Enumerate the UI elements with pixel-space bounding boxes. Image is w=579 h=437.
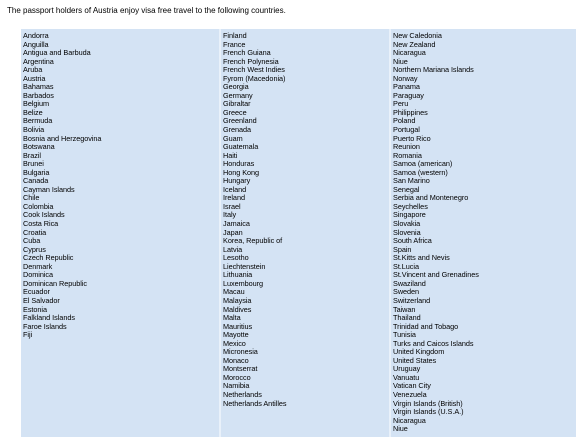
country-item: Austria <box>23 73 46 83</box>
country-item: Spain <box>393 244 412 254</box>
country-item: Belgium <box>23 99 50 109</box>
country-item: Venezuela <box>393 389 427 399</box>
country-item: Bolivia <box>23 125 45 135</box>
country-item: Greenland <box>223 116 257 126</box>
country-item: Denmark <box>23 261 53 271</box>
country-item: Mexico <box>223 338 246 348</box>
country-item: New Zealand <box>393 39 436 49</box>
country-item: Aruba <box>23 65 43 75</box>
country-item: Korea, Republic of <box>223 236 283 246</box>
country-item: Iceland <box>223 184 247 194</box>
country-item: Argentina <box>23 56 54 66</box>
country-item: Portugal <box>393 125 420 135</box>
country-item: Thailand <box>393 313 421 323</box>
country-item: Malta <box>223 313 241 323</box>
country-item: St.Vincent and Grenadines <box>393 270 479 280</box>
country-item: Georgia <box>223 82 249 92</box>
country-column-3 <box>391 29 576 437</box>
country-item: Sweden <box>393 287 420 297</box>
country-item: Virgin Islands (U.S.A.) <box>393 407 464 417</box>
country-item: Namibia <box>223 381 250 391</box>
country-item: Haiti <box>223 150 238 160</box>
country-item: Northern Mariana Islands <box>393 65 474 75</box>
country-item: Honduras <box>223 159 255 169</box>
country-item: Croatia <box>23 227 47 237</box>
country-item: Niue <box>393 424 408 434</box>
country-item: Singapore <box>393 210 426 220</box>
country-item: Mayotte <box>223 330 249 340</box>
country-item: Malaysia <box>223 295 252 305</box>
country-item: Uruguay <box>393 364 421 374</box>
country-item: Finland <box>223 31 247 40</box>
country-item: Lesotho <box>223 253 249 263</box>
country-item: France <box>223 39 246 49</box>
country-item: Nicaragua <box>393 415 426 425</box>
country-item: Guam <box>223 133 243 143</box>
country-item: Estonia <box>23 304 47 314</box>
country-item: Virgin Islands (British) <box>393 398 463 408</box>
country-item: Latvia <box>223 244 243 254</box>
country-item: Ecuador <box>23 287 50 297</box>
country-column-1 <box>21 29 219 437</box>
country-item: Peru <box>393 99 409 109</box>
country-item: El Salvador <box>23 295 60 305</box>
country-item: Poland <box>393 116 416 126</box>
country-item: Czech Republic <box>23 253 74 263</box>
country-item: Canada <box>23 176 49 186</box>
country-item: Bosnia and Herzegovina <box>23 133 102 143</box>
country-item: Botswana <box>23 142 55 152</box>
country-item: Norway <box>393 73 418 83</box>
country-item: Slovenia <box>393 227 421 237</box>
country-item: Puerto Rico <box>393 133 431 143</box>
country-item: Niue <box>393 56 408 66</box>
country-item: Costa Rica <box>23 219 59 229</box>
country-item: Antigua and Barbuda <box>23 48 91 58</box>
country-item: Cayman Islands <box>23 184 75 194</box>
country-item: Netherlands <box>223 389 262 399</box>
country-column-2 <box>221 29 389 437</box>
country-item: Belize <box>23 107 43 117</box>
country-item: French West Indies <box>223 65 285 75</box>
country-item: Cook Islands <box>23 210 65 220</box>
country-item: Japan <box>223 227 243 237</box>
country-item: Dominican Republic <box>23 278 87 288</box>
country-item: Israel <box>223 201 241 211</box>
country-item: St.Lucia <box>393 261 419 271</box>
country-item: Montserrat <box>223 364 258 374</box>
country-item: Hungary <box>223 176 251 186</box>
country-item: Barbados <box>23 90 54 100</box>
country-item: Lithuania <box>223 270 253 280</box>
country-item: Monaco <box>223 355 249 365</box>
country-item: Anguilla <box>23 39 49 49</box>
country-item: St.Kitts and Nevis <box>393 253 450 263</box>
country-item: Slovakia <box>393 219 421 229</box>
country-item: Morocco <box>223 372 251 382</box>
country-list-1 <box>23 32 219 340</box>
country-item: Luxembourg <box>223 278 264 288</box>
country-item: Reunion <box>393 142 420 152</box>
country-item: South Africa <box>393 236 432 246</box>
country-item: New Caledonia <box>393 31 442 40</box>
country-item: Hong Kong <box>223 167 260 177</box>
country-item: Turks and Caicos Islands <box>393 338 474 348</box>
country-item: Serbia and Montenegro <box>393 193 469 203</box>
country-item: Gibraltar <box>223 99 251 109</box>
country-item: Cyprus <box>23 244 46 254</box>
country-item: French Guiana <box>223 48 271 58</box>
country-item: Bahamas <box>23 82 54 92</box>
country-item: Vatican City <box>393 381 431 391</box>
country-item: Netherlands Antilles <box>223 398 287 408</box>
country-item: Samoa (western) <box>393 167 448 177</box>
country-item: Italy <box>223 210 237 220</box>
country-item: Panama <box>393 82 420 92</box>
country-item: United States <box>393 355 437 365</box>
country-item: Senegal <box>393 184 420 194</box>
country-item: Cuba <box>23 236 41 246</box>
country-item: United Kingdom <box>393 347 445 357</box>
country-item: Brazil <box>23 150 41 160</box>
country-item: Tunisia <box>393 330 416 340</box>
country-item: Fiji <box>23 330 33 340</box>
country-item: Swaziland <box>393 278 426 288</box>
country-item: Liechtenstein <box>223 261 266 271</box>
country-item: Switzerland <box>393 295 431 305</box>
country-item: Micronesia <box>223 347 258 357</box>
country-item: Paraguay <box>393 90 424 100</box>
country-table <box>21 29 576 437</box>
country-item: Jamaica <box>223 219 250 229</box>
country-item: French Polynesia <box>223 56 279 66</box>
country-item: Faroe Islands <box>23 321 67 331</box>
country-item: Vanuatu <box>393 372 420 382</box>
country-item: Andorra <box>23 31 49 40</box>
country-item: Bulgaria <box>23 167 50 177</box>
intro-text: The passport holders of Austria enjoy visa free travel to the following countries. <box>7 6 286 15</box>
country-item: Guatemala <box>223 142 259 152</box>
country-item: Dominica <box>23 270 54 280</box>
country-item: Maldives <box>223 304 252 314</box>
country-item: San Marino <box>393 176 430 186</box>
country-item: Samoa (american) <box>393 159 453 169</box>
country-item: Germany <box>223 90 253 100</box>
country-item: Nicaragua <box>393 48 426 58</box>
country-item: Chile <box>23 193 40 203</box>
country-list-3 <box>393 32 576 434</box>
country-list-2 <box>223 32 389 408</box>
country-item: Macau <box>223 287 245 297</box>
country-item: Seychelles <box>393 201 428 211</box>
country-item: Fyrom (Macedonia) <box>223 73 286 83</box>
country-item: Falkland Islands <box>23 313 75 323</box>
country-item: Taiwan <box>393 304 416 314</box>
country-item: Brunei <box>23 159 44 169</box>
country-item: Bermuda <box>23 116 53 126</box>
country-item: Mauritius <box>223 321 253 331</box>
country-item: Grenada <box>223 125 252 135</box>
country-item: Colombia <box>23 201 54 211</box>
country-item: Trinidad and Tobago <box>393 321 459 331</box>
country-item: Greece <box>223 107 247 117</box>
country-item: Ireland <box>223 193 245 203</box>
country-item: Philippines <box>393 107 428 117</box>
country-item: Romania <box>393 150 422 160</box>
